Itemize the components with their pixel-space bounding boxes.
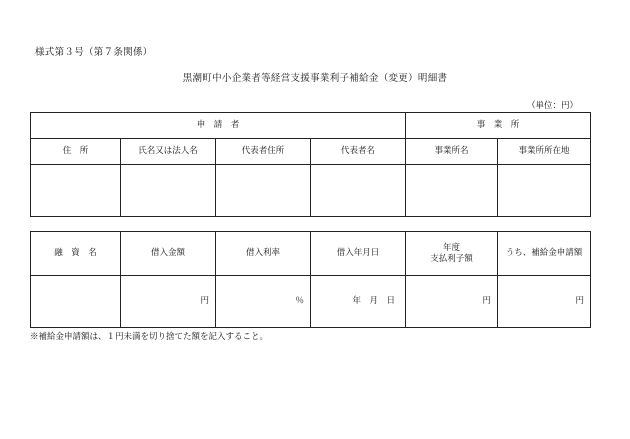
col-annual-interest: 年度 支払利子額	[406, 232, 498, 276]
col-loan-amount: 借入金額	[121, 232, 216, 276]
office-group-header: 事 業 所	[406, 113, 591, 139]
interest-unit: 円	[482, 296, 491, 307]
col-rep-name: 代表者名	[311, 139, 406, 165]
cell-rep-name[interactable]	[311, 165, 406, 217]
cell-loan-rate[interactable]	[216, 276, 311, 328]
cell-loan-date[interactable]	[311, 276, 406, 328]
amount-unit: 円	[200, 296, 209, 307]
applicant-group-header: 申 請 者	[31, 113, 406, 139]
col-office-location: 事業所所在地	[498, 139, 591, 165]
col-loan-rate: 借入利率	[216, 232, 311, 276]
loan-table	[30, 231, 591, 328]
cell-loan-name[interactable]	[31, 276, 121, 328]
applicant-table	[30, 112, 591, 217]
cell-address[interactable]	[31, 165, 121, 217]
footnote: ※補給金申請額は、１円未満を切り捨てた額を記入すること。	[30, 332, 269, 342]
cell-annual-interest[interactable]	[406, 276, 498, 328]
subsidy-unit: 円	[575, 296, 584, 307]
cell-rep-address[interactable]	[216, 165, 311, 217]
col-address: 住 所	[31, 139, 121, 165]
date-units: 年 月 日	[352, 296, 395, 307]
cell-loan-amount[interactable]	[121, 276, 216, 328]
cell-name[interactable]	[121, 165, 216, 217]
cell-office-name[interactable]	[406, 165, 498, 217]
col-rep-address: 代表者住所	[216, 139, 311, 165]
col-name: 氏名又は法人名	[121, 139, 216, 165]
cell-subsidy-request[interactable]	[498, 276, 591, 328]
col-office-name: 事業所名	[406, 139, 498, 165]
col-loan-name: 融 資 名	[31, 232, 121, 276]
unit-note: （単位：円）	[526, 101, 578, 111]
rate-unit: ％	[295, 296, 304, 307]
form-number: 様式第３号（第７条関係）	[35, 47, 153, 58]
col-loan-date: 借入年月日	[311, 232, 406, 276]
cell-office-location[interactable]	[498, 165, 591, 217]
document-title: 黒潮町中小企業者等経営支援事業利子補給金（変更）明細書	[182, 73, 448, 84]
col-subsidy-request: うち、補給金申請額	[498, 232, 591, 276]
